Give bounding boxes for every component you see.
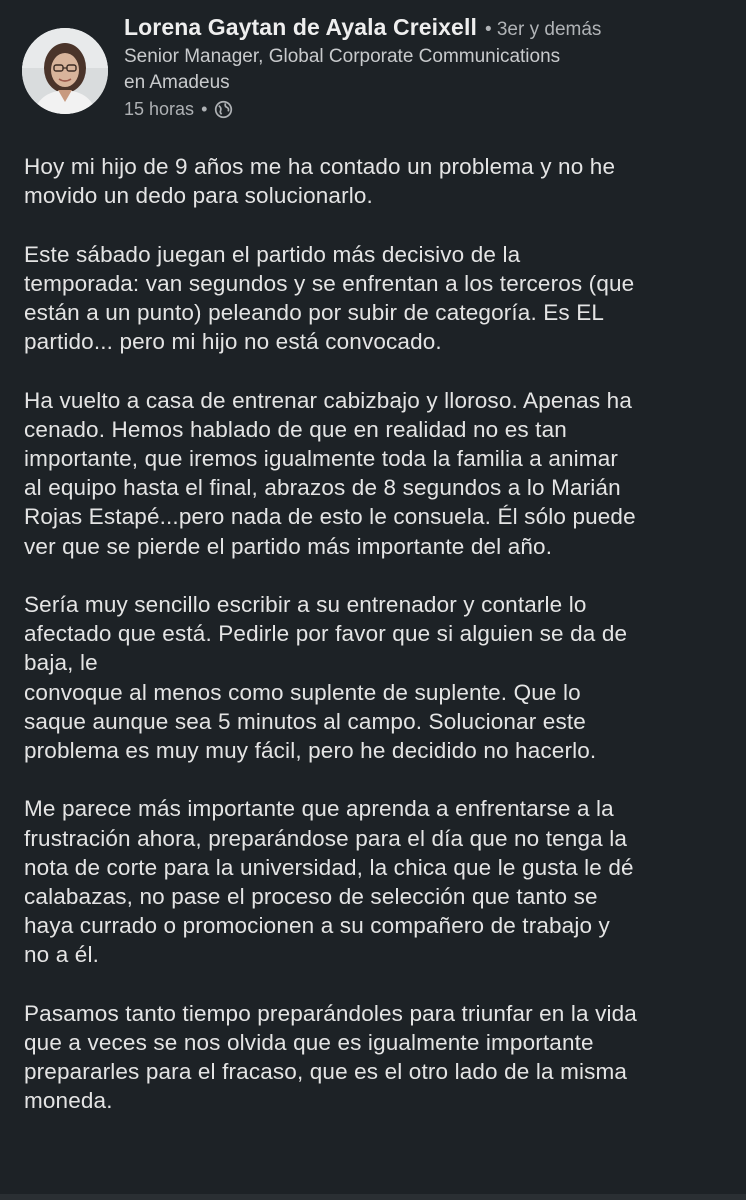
connection-degree: • 3er y demás [484,19,602,40]
author-headline-line: en Amadeus [124,72,230,93]
globe-icon [214,100,233,119]
post-meta [124,99,736,120]
author-headline-line: Senior Manager, Global Corporate Communications [124,46,561,67]
author-name-line [124,14,736,41]
author-avatar[interactable] [22,28,108,114]
author-name[interactable]: Lorena Gaytan de Ayala Creixell [124,14,477,40]
author-info [124,14,736,120]
post-body [24,152,740,1145]
post-paragraph: Me parece más importante que aprenda a enfrentarse a la frustración ahora, preparándose para el día que no tenga la nota de corte para la universidad, la chica que le gusta le dé calabazas, no pase el proceso de selección que tanto se haya currado o promocionen a su compañero de trabajo y no a él. [24,796,634,968]
post-paragraph: Sería muy sencillo escribir a su entrenador y contarle lo afectado que está. Pedirle por favor que si alguien se da de baja, le convoque al menos como suplente de suplente. Que lo saque aunque sea 5 minutos al campo. Solucionar este problema es muy muy fácil, pero he decidido no hacerlo. [24,592,628,764]
avatar-photo [22,28,108,114]
author-headline [124,44,736,96]
post-timestamp[interactable]: 15 horas [124,99,195,119]
bottom-divider [0,1194,746,1200]
post-paragraph: Este sábado juegan el partido más decisivo de la temporada: van segundos y se enfrentan a los terceros (que están a un punto) peleando por subir de categoría. Es EL partido... pero mi hijo no está convocado. [24,241,635,355]
post-paragraph: Hoy mi hijo de 9 años me ha contado un problema y no he movido un dedo para solucionarlo. [24,154,616,209]
post-paragraph: Pasamos tanto tiempo preparándoles para triunfar en la vida que a veces se nos olvida que es igualmente importante prepararles para el fracaso, que es el otro lado de la misma moneda. [24,1000,637,1114]
post-header [20,14,736,134]
meta-separator: • [201,99,208,119]
post-paragraph: Ha vuelto a casa de entrenar cabizbajo y lloroso. Apenas ha cenado. Hemos hablado de que en realidad no es tan importante, que iremos igualmente toda la familia a animar al equipo hasta el final, abrazos de 8 segundos a lo Marián Rojas Estapé...pero nada de esto le consuela. Él sólo puede ver que se pierde el partido más importante del año. [24,387,636,559]
